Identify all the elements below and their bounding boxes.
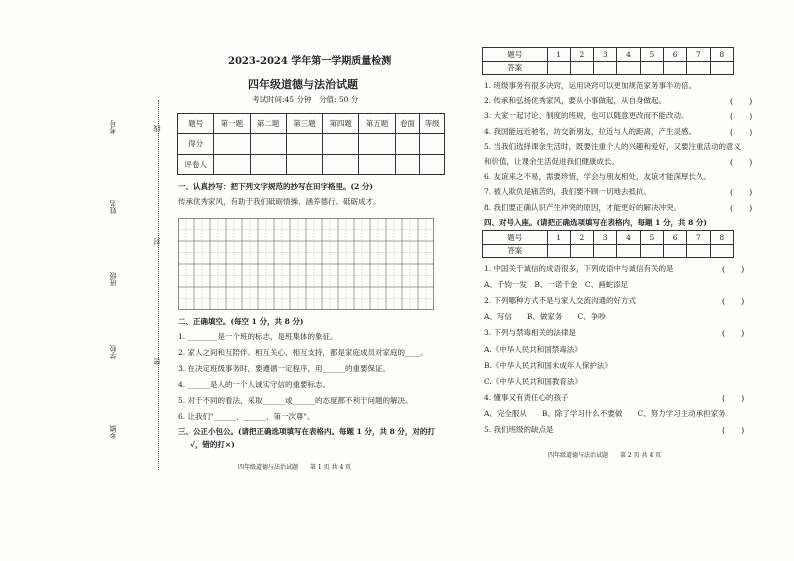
judge-answer-cell[interactable]: [547, 61, 570, 75]
answer-paren[interactable]: ( ): [730, 97, 753, 106]
choice-answer-cell[interactable]: [570, 244, 593, 258]
answer-paren[interactable]: ( ): [722, 297, 745, 306]
judge-item: 7. 被人欺负是痛苦的，我们要不顾一切地去抵抗。: [484, 187, 652, 196]
choice-header: 3: [594, 231, 617, 245]
judge-item: 4. 我国能远近驰名，坊交新朋友，拉近与人的距离，产生灵感。: [484, 127, 697, 136]
judge-answer-table: [482, 47, 734, 75]
judge-answer-cell[interactable]: [687, 61, 710, 75]
binding-label-school: 学校: [109, 345, 117, 359]
score-header: 第一题: [214, 114, 250, 134]
score-header: 第五题: [359, 114, 395, 134]
judge-header: 4: [617, 48, 640, 62]
binding-line: [158, 100, 159, 470]
binding-mark-line: 线: [153, 125, 161, 132]
choice-answer-cell[interactable]: [617, 244, 640, 258]
section-3-heading-cont: √，错的打×): [190, 440, 235, 449]
choice-item: A、写信 B、做家务 C、争吵: [484, 312, 606, 321]
judge-answer-cell[interactable]: [570, 61, 593, 75]
judge-answer-cell[interactable]: [710, 61, 733, 75]
choice-answer-cell[interactable]: [640, 244, 663, 258]
choice-item: 1. 中国关于诚信的成语很多，下列成语中与诚信有关的是: [484, 264, 674, 273]
score-cell[interactable]: [420, 154, 445, 174]
score-cell[interactable]: [214, 154, 250, 174]
exam-title: 2023-2024 学年第一学期质量检测: [228, 56, 392, 67]
answer-paren[interactable]: ( ): [730, 188, 753, 197]
answer-paren[interactable]: ( ): [722, 394, 745, 403]
answer-paren[interactable]: ( ): [722, 426, 745, 435]
choice-item: B.《中华人民共和国未成年人保护法》: [484, 361, 612, 370]
score-row-label: 得分: [178, 134, 214, 154]
judge-item: 2. 传承和弘扬优秀家风，要从小事做起，从自身做起。: [484, 96, 667, 105]
judge-header: 5: [640, 48, 663, 62]
section-4-heading: 四、对号入座。(请把正确选项填写在表格内，每题 1 分，共 8 分): [484, 218, 707, 227]
score-header: 等级: [420, 114, 445, 134]
choice-answer-cell[interactable]: [547, 244, 570, 258]
score-header: 第三题: [286, 114, 322, 134]
score-cell[interactable]: [359, 154, 395, 174]
fill-q6: 6. 让我们"______、______、第一次尊"。: [178, 412, 315, 421]
binding-label-town: 乡镇: [109, 425, 117, 439]
score-cell[interactable]: [214, 134, 250, 154]
judge-answer-cell[interactable]: [594, 61, 617, 75]
choice-item: C.《中华人民共和国教育法》: [484, 377, 582, 386]
score-cell[interactable]: [395, 134, 420, 154]
section-2-heading: 二、正确填空。(每空 1 分，共 8 分): [178, 317, 304, 326]
score-header: 题号: [178, 114, 214, 134]
choice-answer-label: 答案: [483, 244, 548, 258]
footer-right: 四年级道德与法治试题 第 2 页 共 4 页: [548, 452, 662, 459]
score-cell[interactable]: [359, 134, 395, 154]
choice-header: 6: [663, 231, 686, 245]
judge-answer-cell[interactable]: [663, 61, 686, 75]
fill-q5: 5. 对于不同的看法，采取______或______的态度都不利于问题的解决。: [178, 396, 413, 405]
score-cell[interactable]: [286, 154, 322, 174]
judge-item: 和价值，让课余生活促进我们健康成长。: [484, 157, 619, 166]
score-cell[interactable]: [250, 134, 286, 154]
choice-answer-cell[interactable]: [663, 244, 686, 258]
score-cell[interactable]: [250, 154, 286, 174]
judge-header: 6: [663, 48, 686, 62]
choice-item: 4. 懂事又有责任心的孩子: [484, 393, 569, 402]
judge-answer-label: 答案: [483, 61, 548, 75]
judge-header: 8: [710, 48, 733, 62]
choice-header: 4: [617, 231, 640, 245]
score-cell[interactable]: [323, 154, 359, 174]
choice-header: 5: [640, 231, 663, 245]
score-table: [177, 113, 445, 175]
judge-item: 8. 我们要正确认识产生冲突的原因，才能更好的解决冲突。: [484, 203, 682, 212]
fill-q3: 3. 在决定班级事务时，要遵循一定程序，用______的重要保证。: [178, 364, 391, 373]
binding-mark-secret: 密: [153, 358, 161, 365]
judge-item: 3. 大家一起讨论、制度的班规，也可以随意更改而不能改动。: [484, 111, 689, 120]
choice-answer-cell[interactable]: [594, 244, 617, 258]
judge-item: 5. 当我们选择课余生活时，既要注重个人的兴趣和爱好，又要注重活动的意义: [484, 142, 742, 151]
choice-item: A、千钧一发 B、一诺千金 C、画蛇添足: [484, 280, 629, 289]
exam-info: 考试时间:45 分钟 分值: 50 分: [252, 95, 359, 104]
choice-header: 8: [710, 231, 733, 245]
answer-paren[interactable]: ( ): [730, 158, 753, 167]
choice-header: 2: [570, 231, 593, 245]
footer-left: 四年级道德与法治试题 第 1 页 共 4 页: [238, 464, 352, 471]
choice-item: A、完全服从 B、除了学习什么不要做 C、努力学习主动承担家务: [484, 409, 726, 418]
choice-header: 1: [547, 231, 570, 245]
fill-q4: 4. ______是人的一个人诚实守信的重要标志。: [178, 380, 331, 389]
score-row-label: 评卷人: [178, 154, 214, 174]
fill-q2: 2. 家人之间和互陪伴、相互关心、相互支持，都是家庭成员对家庭的____。: [178, 348, 428, 357]
judge-item: 1. 班级事务有很多决窍，运用诀窍可以更加规范家务事半功倍。: [484, 81, 697, 90]
score-cell[interactable]: [323, 134, 359, 154]
choice-item: 5. 我们班级的缺点是: [484, 425, 554, 434]
score-cell[interactable]: [420, 134, 445, 154]
judge-answer-cell[interactable]: [617, 61, 640, 75]
judge-item: 6. 友谊来之不易，需要珍惜，学会与朋友相处，友谊才能深厚长久。: [484, 172, 712, 181]
choice-item: 3. 下列与禁毒相关的法律是: [484, 328, 577, 337]
answer-paren[interactable]: ( ): [722, 329, 745, 338]
score-header: 卷面: [395, 114, 420, 134]
binding-label-class: 班级: [109, 272, 117, 286]
score-cell[interactable]: [395, 154, 420, 174]
score-header: 第二题: [250, 114, 286, 134]
answer-paren[interactable]: ( ): [730, 112, 753, 121]
tianzige-grid[interactable]: [178, 218, 434, 310]
choice-header: 7: [687, 231, 710, 245]
section-1-heading: 一、认真抄写：把下列文字规范的抄写在田字格里。(2 分): [178, 182, 373, 191]
judge-header: 2: [570, 48, 593, 62]
section-3-heading: 三、公正小包公。(请把正确选项填写在表格内。每题 1 分，共 8 分，对的打: [178, 427, 435, 436]
fill-q1: 1. ________是一个班的标志，是班集体的象征。: [178, 332, 338, 341]
choice-header: 题号: [483, 231, 548, 245]
answer-paren[interactable]: ( ): [730, 204, 753, 213]
choice-item: A.《中华人民共和国禁毒法》: [484, 345, 582, 354]
binding-label-name: 姓名: [109, 200, 117, 214]
judge-header: 7: [687, 48, 710, 62]
score-header: 第四题: [323, 114, 359, 134]
judge-header: 3: [594, 48, 617, 62]
answer-paren[interactable]: ( ): [730, 128, 753, 137]
answer-paren[interactable]: ( ): [722, 265, 745, 274]
judge-answer-cell[interactable]: [640, 61, 663, 75]
choice-answer-table: [482, 230, 734, 258]
judge-header: 题号: [483, 48, 548, 62]
binding-label-id: 考号: [109, 120, 117, 134]
score-cell[interactable]: [286, 134, 322, 154]
choice-answer-cell[interactable]: [710, 244, 733, 258]
judge-header: 1: [547, 48, 570, 62]
exam-subtitle: 四年级道德与法治试题: [248, 78, 358, 91]
choice-answer-cell[interactable]: [687, 244, 710, 258]
copy-text: 传承优秀家风，有助于我们砥砺情操、涵养德行、砥砺成才。: [178, 197, 381, 206]
choice-item: 2. 下列哪种方式不是与家人交流沟通的好方式: [484, 296, 637, 305]
binding-mark-seal: 封: [153, 238, 161, 245]
